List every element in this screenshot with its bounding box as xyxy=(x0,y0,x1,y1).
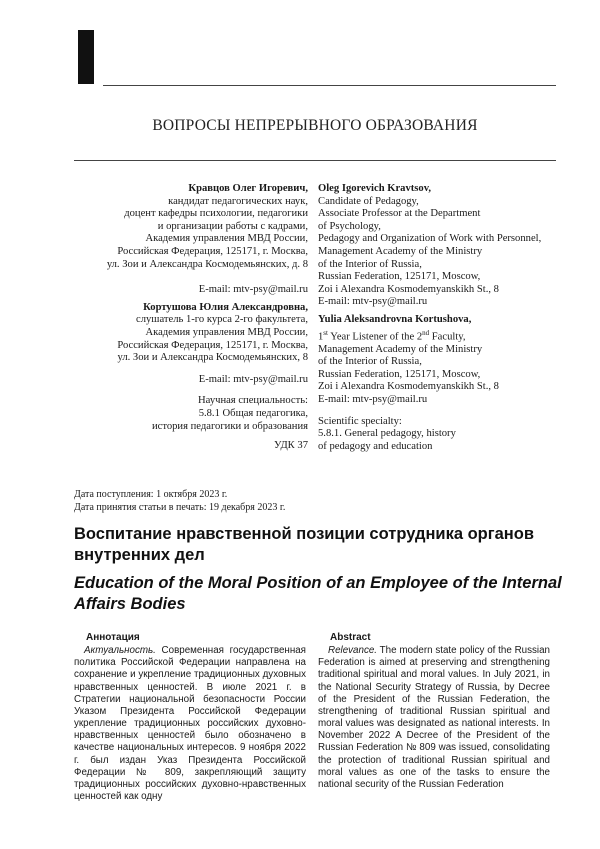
author-line: кандидат педагогических наук, xyxy=(168,195,308,207)
section-rule xyxy=(74,160,556,161)
author-line: Zoi i Alexandra Kosmodemyanskikh St., 8 xyxy=(318,381,499,393)
author-email: E-mail: mtv-psy@mail.ru xyxy=(198,284,308,296)
author-line: Zoi i Alexandra Kosmodemyanskikh St., 8 xyxy=(318,283,499,295)
article-dates xyxy=(74,489,285,514)
article-title-en: Education of the Moral Position of an Employee of the Internal Affairs Bodies xyxy=(74,574,562,613)
author-line: доцент кафедры психологии, педагогики xyxy=(124,208,308,220)
author-line: Russian Federation, 125171, Moscow, xyxy=(318,271,481,283)
author-line: Академия управления МВД России, xyxy=(145,233,308,245)
top-rule xyxy=(103,85,556,86)
specialty-line: история педагогики и образования xyxy=(151,420,308,432)
author-line: of the Interior of Russia, xyxy=(318,356,422,368)
author-line: Associate Professor at the Department xyxy=(318,208,481,220)
author-email: E-mail: mtv-psy@mail.ru xyxy=(198,373,308,385)
section-title: ВОПРОСЫ НЕПРЕРЫВНОГО ОБРАЗОВАНИЯ xyxy=(152,117,478,134)
author-line: и организации работы с кадрами, xyxy=(157,220,308,232)
author-name: Oleg Igorevich Kravtsov, xyxy=(318,183,432,194)
author-line: of Psychology, xyxy=(318,220,381,232)
author-name: Yulia Aleksandrovna Kortushova, xyxy=(318,313,472,325)
abstract-en xyxy=(318,632,550,791)
author-name: Кравцов Олег Игоревич, xyxy=(188,183,308,194)
authors-en xyxy=(318,183,558,453)
date-accepted: Дата принятия статьи в печать: 19 декабря 2023 г. xyxy=(74,501,286,513)
abstract-heading: Аннотация xyxy=(86,632,140,643)
udk: УДК 37 xyxy=(274,440,308,452)
author-line: Российская Федерация, 125171, г. Москва, xyxy=(117,245,308,257)
abstract-body: Актуальность. Современная государственная политика Российской Федерации направлена на сохранение и укрепление традиционных духовных нравственных ценностей. В июле 2021 г. в Стратегии национальной безопасности России Указом Президента Российской Федерации укрепление традиционных российских духовно-нравственных ценностей было обозначено в качестве национальных интересов. 9 ноября 2022 г. был издан Указ Президента Российской Федерации № 809, закрепляющий защиту традиционных российских духовно-нравственных ценностей как одну xyxy=(74,645,306,803)
author-line: of the Interior of Russia, xyxy=(318,258,422,270)
author-line: Management Academy of the Ministry xyxy=(318,343,483,355)
authors-ru xyxy=(74,183,308,453)
specialty-line: 5.8.1. General pedagogy, history xyxy=(318,428,456,440)
date-received: Дата поступления: 1 октября 2023 г. xyxy=(74,489,228,500)
author-line: Russian Federation, 125171, Moscow, xyxy=(318,368,481,380)
specialty-line: 5.8.1 Общая педагогика, xyxy=(198,407,308,419)
author-line: Российская Федерация, 125171, г. Москва, xyxy=(117,339,308,351)
author-line: ул. Зои и Александра Космодемьянских, д. 8 xyxy=(106,258,308,270)
author-email: E-mail: mtv-psy@mail.ru xyxy=(318,394,428,406)
author-line: Management Academy of the Ministry xyxy=(318,245,483,257)
author-name: Кортушова Юлия Александровна, xyxy=(143,301,308,313)
author-line: 1st Year Listener of the 2nd Faculty, xyxy=(318,328,466,343)
author-line: ул. Зои и Александра Космодемьянских, 8 xyxy=(117,352,308,364)
specialty-label: Scientific specialty: xyxy=(318,415,402,427)
article-title-ru: Воспитание нравственной позиции сотрудника органов внутренних дел xyxy=(74,525,534,564)
abstract-heading: Abstract xyxy=(330,632,371,643)
author-line: Candidate of Pedagogy, xyxy=(318,195,419,207)
abstract-ru xyxy=(74,632,306,803)
section-marker-bar xyxy=(78,30,94,84)
author-line: слушатель 1-го курса 2-го факультета, xyxy=(136,314,308,326)
specialty-line: of pedagogy and education xyxy=(318,440,433,452)
specialty-label: Научная специальность: xyxy=(198,395,308,407)
abstract-body: Relevance. The modern state policy of the Russian Federation is aimed at preserving and strengthening traditional spiritual and moral values. In July 2021, in the National Security Strategy of Russia, by Decree of the President of the Russian Federation, the strengthening of traditional Russian spiritual and moral values was designated as national interests. In November 2022 A Decree of the President of the Russian Federation № 809 was issued, consolidating the protection of traditional Russian spiritual and moral values as one of the tasks to ensure the national security of the Russian Federation xyxy=(318,645,550,790)
author-line: Pedagogy and Organization of Work with Personnel, xyxy=(318,233,542,245)
author-line: Академия управления МВД России, xyxy=(145,326,308,338)
author-email: E-mail: mtv-psy@mail.ru xyxy=(318,296,428,308)
